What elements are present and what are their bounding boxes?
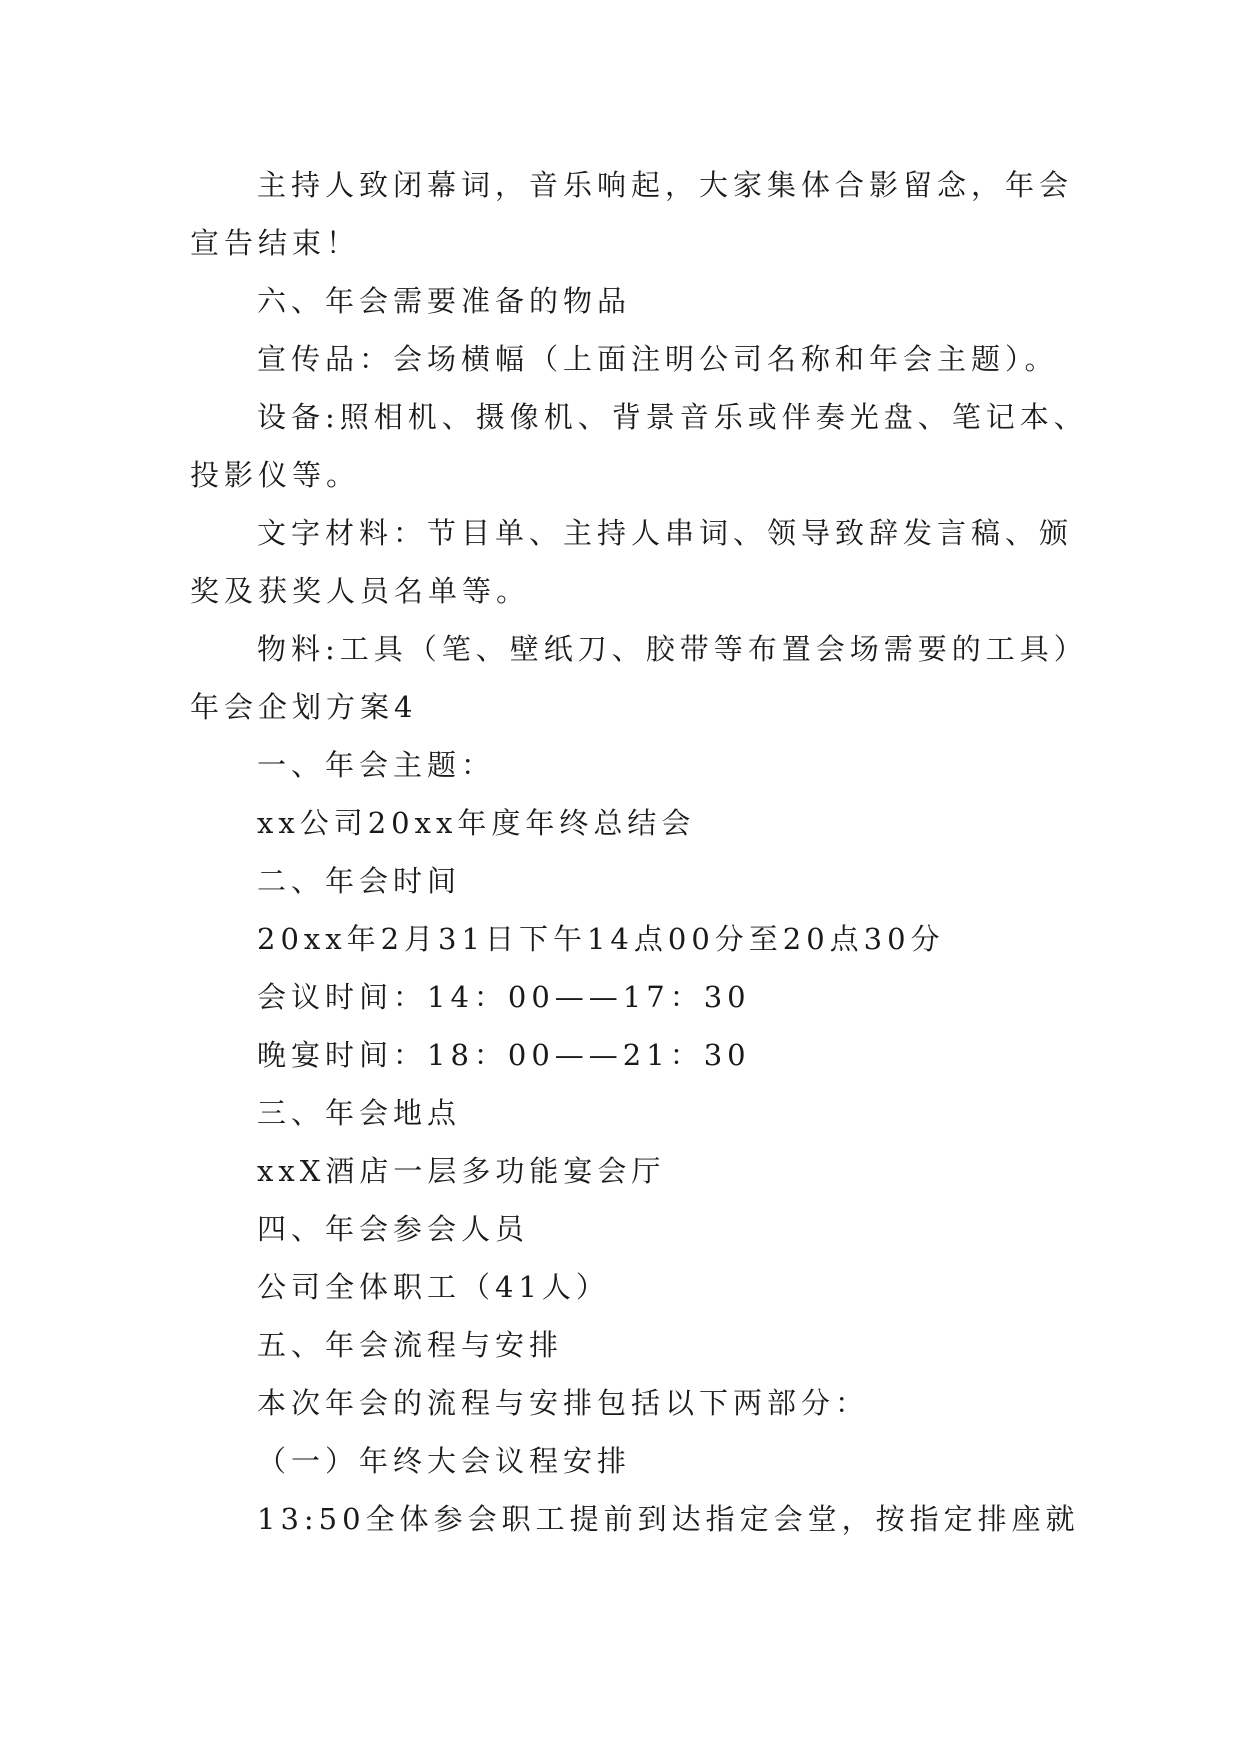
section-heading: 六、年会需要准备的物品 [257,284,632,318]
body-text-line: 公司全体职工（41人） [257,1270,610,1304]
document-title: 年会企划方案4 [190,690,418,724]
body-text-line: 奖及获奖人员名单等。 [190,574,531,608]
body-text-line: 宣告结束！ [190,226,361,260]
section-heading: 二、年会时间 [257,864,462,898]
body-text-line: 20xx年2月31日下午14点00分至20点30分 [257,922,945,956]
body-text-line: 文字材料：节目单、主持人串词、领导致辞发言稿、颁 [257,516,1074,550]
section-heading: 一、年会主题： [257,748,496,782]
subsection-heading: （一）年终大会议程安排 [257,1444,632,1478]
section-heading: 五、年会流程与安排 [257,1328,564,1362]
body-text-line: xx公司20xx年度年终总结会 [257,806,696,840]
section-heading: 四、年会参会人员 [257,1212,530,1246]
body-text-line: 宣传品：会场横幅（上面注明公司名称和年会主题）。 [257,342,1059,376]
body-text-line: 物料:工具（笔、壁纸刀、胶带等布置会场需要的工具） [257,632,1088,666]
section-heading: 三、年会地点 [257,1096,462,1130]
body-text-line: 设备:照相机、摄像机、背景音乐或伴奏光盘、笔记本、 [257,400,1088,434]
body-text-line: 投影仪等。 [190,458,361,492]
body-text-line: xxX酒店一层多功能宴会厅 [257,1154,666,1188]
body-text-line: 主持人致闭幕词，音乐响起，大家集体合影留念，年会 [257,168,1074,202]
body-text-line: 会议时间：14：00——17：30 [257,980,751,1014]
body-text-line: 13:50全体参会职工提前到达指定会堂，按指定排座就 [257,1502,1080,1536]
body-text-line: 本次年会的流程与安排包括以下两部分： [257,1386,870,1420]
body-text-line: 晚宴时间：18：00——21：30 [257,1038,751,1072]
